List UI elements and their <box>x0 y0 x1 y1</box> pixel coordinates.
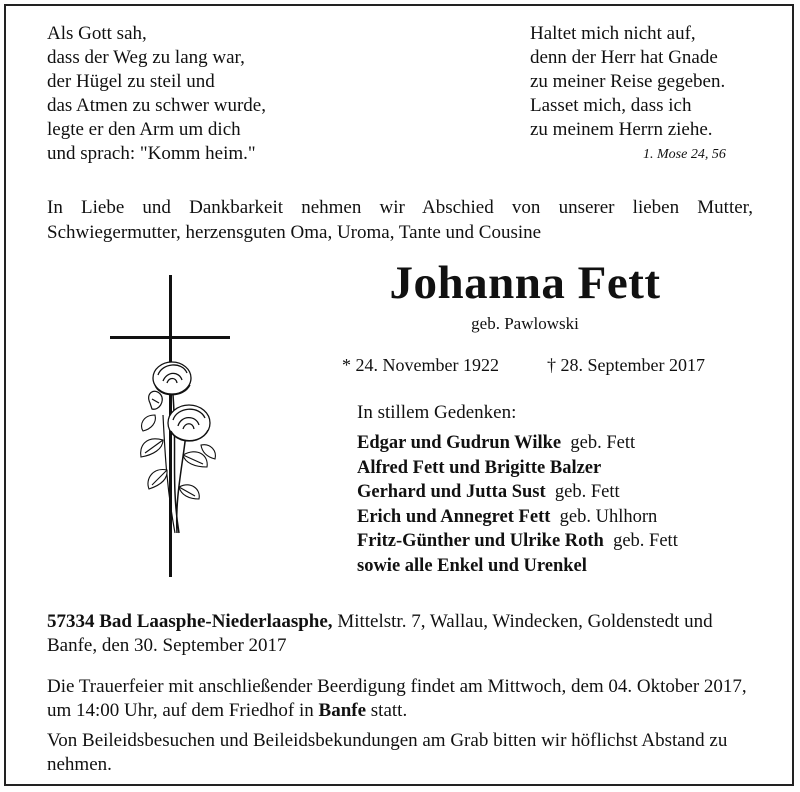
maiden-name: geb. Pawlowski <box>471 314 579 333</box>
poem-left <box>47 22 266 166</box>
poem-line: zu meinem Herrn ziehe. <box>530 119 713 140</box>
memory-heading: In stillem Gedenken: <box>357 402 517 423</box>
list-item <box>357 480 678 505</box>
service-text: Die Trauerfeier mit anschließender Beerdigung findet am Mittwoch, dem 04. Oktober 2017, um 14:00 Uhr, auf dem Friedhof in <box>47 676 747 721</box>
list-item <box>357 554 678 579</box>
mourner-note: geb. Uhlhorn <box>559 506 658 527</box>
poem-line: Lasset mich, dass ich <box>530 95 692 116</box>
place-and-date <box>47 610 753 658</box>
mourner-names: Edgar und Gudrun Wilke <box>357 433 562 453</box>
list-item <box>357 456 678 481</box>
deceased-name: Johanna Fett <box>389 257 661 309</box>
poem-line: zu meiner Reise gegeben. <box>530 71 726 92</box>
list-item <box>357 431 678 456</box>
mourner-note: geb. Fett <box>613 531 678 551</box>
funeral-service <box>47 675 753 723</box>
list-item <box>357 505 678 530</box>
mourner-names: Alfred Fett und Brigitte Balzer <box>357 457 602 478</box>
mourner-names: Fritz-Günther und Ulrike Roth <box>357 531 604 551</box>
poem-line: das Atmen zu schwer wurde, <box>47 95 266 116</box>
condolence-note: Von Beileidsbesuchen und Beileidsbekundungen am Grab bitten wir höflichst Abstand zu nehmen. <box>47 730 728 775</box>
service-text-end: statt. <box>366 700 408 721</box>
mourners-list <box>357 431 678 578</box>
poem-line: Haltet mich nicht auf, <box>530 23 696 44</box>
mourner-note: geb. Fett <box>570 433 636 453</box>
mourner-note: geb. Fett <box>554 482 620 502</box>
poem-line: dass der Weg zu lang war, <box>47 47 245 68</box>
poem-line: legte er den Arm um dich <box>47 119 241 140</box>
mourner-names: Gerhard und Jutta Sust <box>357 482 546 502</box>
service-place: Banfe <box>318 700 367 721</box>
intro-line-2: Schwiegermutter, herzensguten Oma, Uroma, Tante und Cousine <box>47 222 542 243</box>
list-item <box>357 529 678 554</box>
poem-line: Als Gott sah, <box>47 23 147 44</box>
poem-right <box>530 22 725 142</box>
poem-line: denn der Herr hat Gnade <box>530 47 718 68</box>
verse-reference: 1. Mose 24, 56 <box>643 147 726 162</box>
poem-line: der Hügel zu steil und <box>47 71 215 92</box>
address-rest: Mittelstr. 7, Wallau, Windecken, Goldenstedt und Banfe, den 30. September 2017 <box>47 611 713 656</box>
death-date: † 28. September 2017 <box>547 355 705 375</box>
mourner-names: sowie alle Enkel und Urenkel <box>357 555 587 576</box>
poem-line: und sprach: "Komm heim." <box>47 143 256 164</box>
intro-line-1: In Liebe und Dankbarkeit nehmen wir Abschied von unserer lieben Mutter, <box>47 197 753 218</box>
cross-with-roses-icon <box>105 275 235 580</box>
address-bold: 57334 Bad Laasphe-Niederlaasphe, <box>47 611 333 632</box>
mourner-names: Erich und Annegret Fett <box>357 506 551 527</box>
birth-date: * 24. November 1922 <box>342 355 499 375</box>
